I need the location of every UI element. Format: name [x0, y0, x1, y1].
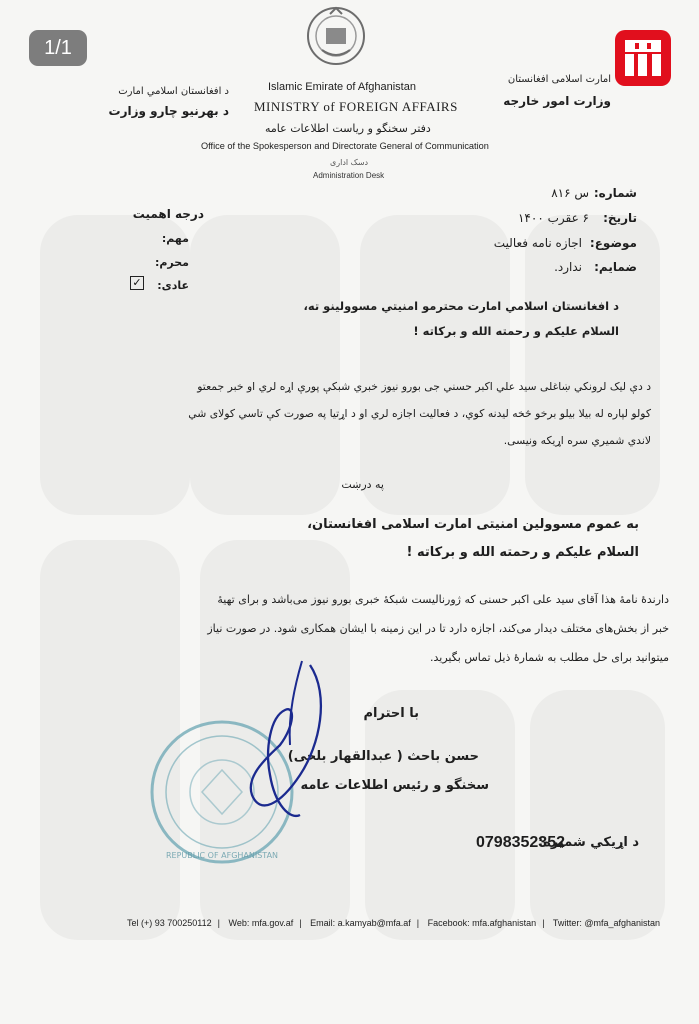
contact-label: د اړیکي شمیره:: [537, 835, 639, 850]
letterhead-right-line2: وزارت امور خارجه: [503, 94, 611, 108]
dari-body-line3: میتوانید برای حل مطلب به شمارۀ ذیل تماس بگیرید.: [430, 651, 669, 664]
footer-web: Web: mfa.gov.af: [228, 918, 294, 928]
footer-contacts: Tel (+) 93 700250112 | Web: mfa.gov.af | Email: a.kamyab@mfa.af | Facebook: mfa.afghanistan | Twitter: @mfa_afghanistan: [127, 918, 661, 928]
number-value: س ۸۱۶: [551, 186, 589, 200]
watermark-shape: [525, 215, 660, 515]
footer-twitter: Twitter: @mfa_afghanistan: [552, 918, 661, 928]
letterhead-right-line1: امارت اسلامی افغانستان: [507, 74, 611, 85]
dari-address-line1: به عموم مسوولین امنیتی امارت اسلامی افغانستان،: [307, 517, 639, 532]
letterhead-left-line2: د بهرنیو چارو وزارت: [108, 104, 229, 118]
letterhead-en-line2: MINISTRY of FOREIGN AFFAIRS: [254, 99, 458, 114]
dari-address-line2: السلام علیکم و رحمته الله و برکاته !: [406, 545, 639, 560]
priority-normal: عادی:: [157, 279, 189, 292]
pashto-address-line1: د افغانستان اسلامي امارت محترمو امنيتي مسوولينو ته،: [303, 299, 619, 313]
svg-text:REPUBLIC OF AFGHANISTAN: REPUBLIC OF AFGHANISTAN: [165, 851, 279, 860]
footer-tel: Tel (+) 93 700250112: [127, 918, 212, 928]
contact-number: 0798352352: [476, 834, 565, 851]
date-value: ۶ عقرب ۱۴۰۰: [517, 211, 589, 225]
pashto-body-line3: لاندي شمیري سره اړیکه ونیسی.: [503, 434, 651, 447]
page-indicator: 1/1: [29, 30, 87, 66]
letterhead-en-line4: Office of the Spokesperson and Directorate General of Communication: [201, 141, 489, 151]
attachments-value: ندارد.: [554, 260, 582, 274]
handwritten-signature-icon: [240, 655, 335, 830]
dari-body-line1: دارندۀ نامۀ هذا آقای سید علی اکبر حسنی که ژورنالیست شبکۀ خبری بورو نیوز می‌باشد و برای تهیۀ: [217, 593, 669, 606]
watermark-shape: [365, 690, 515, 940]
amu-tv-logo-icon: [615, 30, 671, 86]
letterhead-left-line1: د افغانستان اسلامي امارت: [118, 86, 229, 97]
pashto-separator: په درښت: [341, 478, 384, 491]
signer-name: حسن باحث ( عبدالقهار بلخی): [287, 749, 479, 764]
footer-email: Email: a.kamyab@mfa.af: [310, 918, 411, 928]
number-label: شماره:: [593, 186, 637, 200]
date-label: تاریخ:: [603, 211, 637, 225]
priority-title: درجه اهمیت: [132, 207, 204, 221]
letterhead-en-line1: Islamic Emirate of Afghanistan: [268, 81, 416, 93]
subject-label: موضوع:: [589, 236, 637, 250]
pashto-body-line1: د دې لیک لرونکي ښاغلی سید علي اکبر حسني جی بورو نیوز خبري شبکې پورې اړه لري او خبر جمعتو: [197, 380, 651, 393]
letterhead-center-line5: دسک اداری: [330, 158, 369, 167]
letterhead-center-line3: دفتر سخنگو و ریاست اطلاعات عامه: [265, 122, 431, 135]
signer-title: سخنگو و رئیس اطلاعات عامه: [300, 778, 489, 793]
priority-normal-checkbox: ✓: [130, 276, 144, 290]
watermark-shape: [190, 215, 340, 515]
subject-value: اجازه نامه فعالیت: [493, 236, 582, 250]
pashto-body-line2: کولو لپاره له بیلا بیلو برخو څخه لیدنه کوي، د فعالیت اجازه لري او د اړتیا په صورت کې تاسي کولای شي: [188, 407, 651, 420]
letterhead-en-line6: Administration Desk: [313, 171, 385, 180]
emirate-emblem-icon: [300, 4, 372, 68]
priority-confidential: محرم:: [154, 256, 189, 269]
dari-body-line2: خبر از بخش‌های مختلف دیدار می‌کند، اجازه دارد تا در این زمینه با ایشان همکاری شود. در صورت نیاز: [207, 622, 669, 635]
attachments-label: ضمایم:: [594, 260, 637, 274]
watermark-shape: [530, 690, 665, 940]
footer-facebook: Facebook: mfa.afghanistan: [427, 918, 537, 928]
priority-urgent: مهم:: [161, 232, 189, 245]
pashto-address-line2: السلام عليکم و رحمته الله و برکاته !: [413, 324, 619, 338]
closing-regards: با احترام: [363, 706, 419, 721]
watermark-shape: [360, 215, 510, 515]
